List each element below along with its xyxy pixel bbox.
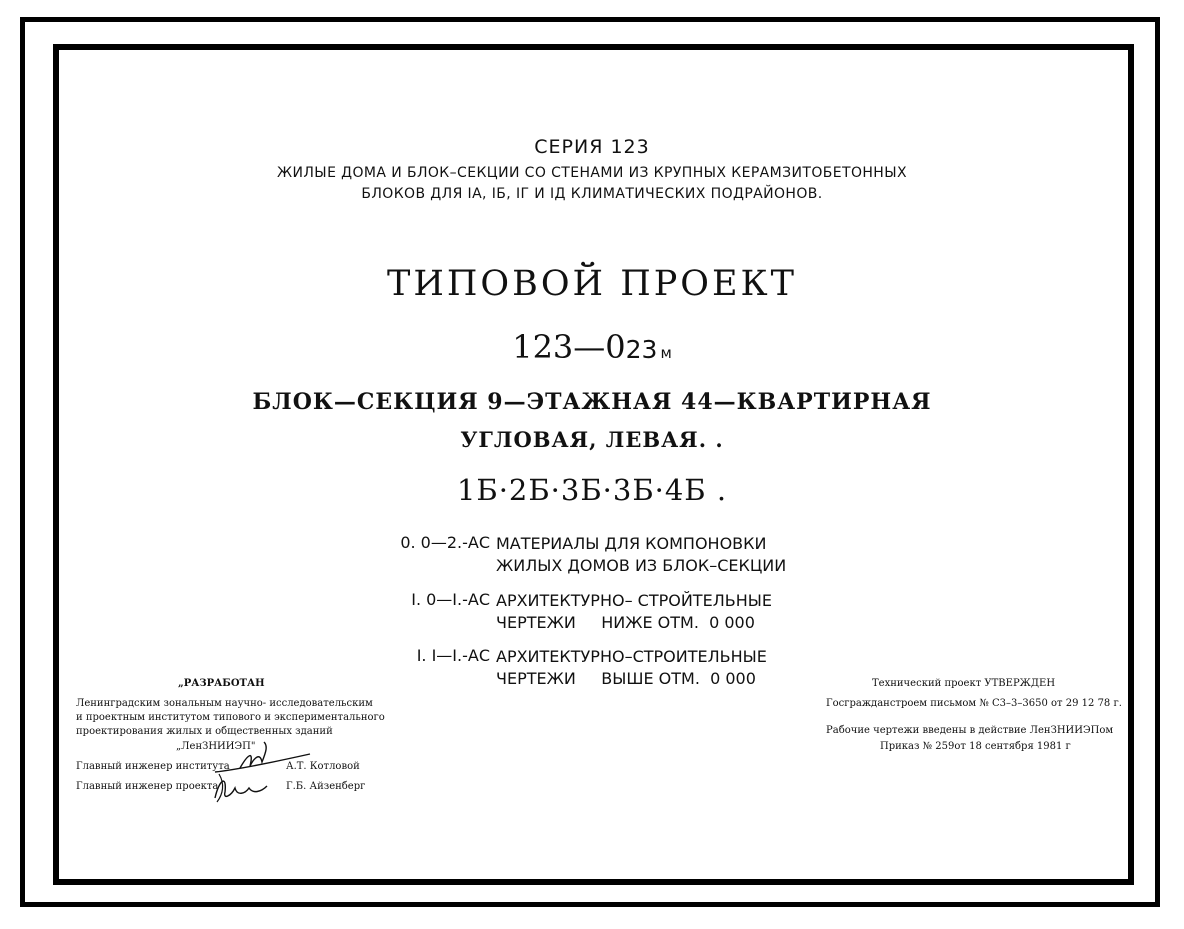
- series-description-line: ЖИЛЫЕ ДОМА И БЛОК–СЕКЦИИ СО СТЕНАМИ ИЗ КРУПНЫХ КЕРАМЗИТОБЕТОННЫХ: [277, 165, 907, 181]
- project-engineer-signature: [205, 770, 275, 804]
- developer-line: проектирования жилых и общественных зданий: [76, 726, 333, 737]
- volume-code: I. 0—I.-АС: [411, 590, 490, 609]
- series-description-line: БЛОКОВ ДЛЯ IА, IБ, IГ И IД КЛИМАТИЧЕСКИХ ПОДРАЙОНОВ.: [361, 186, 823, 202]
- volume-description: [496, 590, 772, 634]
- developer-organization: [76, 697, 385, 739]
- volume-item: [280, 533, 490, 577]
- developer-line: и проектным институтом типового и экспериментального: [76, 712, 385, 723]
- project-engineer-name: Г.Б. Айзенберг: [286, 781, 366, 792]
- section-types: 1Б·2Б·3Б·3Б·4Б .: [456, 473, 728, 507]
- approval-line: Госгражданстроем письмом № С3–3–3650 от 29 12 78 г.: [826, 698, 1122, 709]
- institute-name: „ЛенЗНИИЭП": [176, 741, 256, 752]
- volume-item: [280, 590, 490, 634]
- block-section-subtitle: УГЛОВАЯ, ЛЕВАЯ. .: [460, 427, 724, 452]
- series-title: СЕРИЯ 123: [534, 136, 650, 158]
- volume-description: [496, 646, 767, 690]
- volume-description-line: ЧЕРТЕЖИ ВЫШЕ ОТМ. 0 000: [496, 669, 756, 688]
- developer-line: Ленинградским зональным научно- исследовательским: [76, 698, 373, 709]
- developer-heading: „РАЗРАБОТАН: [178, 678, 265, 689]
- approval-line: Рабочие чертежи введены в действие ЛенЗНИИЭПом: [826, 725, 1114, 736]
- project-number-suffix: 23: [625, 335, 658, 364]
- volume-description-line: ЧЕРТЕЖИ НИЖЕ ОТМ. 0 000: [496, 613, 755, 632]
- project-number-suffix-letter: м: [660, 344, 672, 362]
- chief-engineer-role: Главный инженер института: [76, 761, 230, 772]
- volume-description: [496, 533, 786, 577]
- approval-line: Технический проект УТВЕРЖДЕН: [872, 678, 1056, 689]
- volume-item: [280, 646, 490, 690]
- volume-code: 0. 0—2.-АС: [400, 533, 490, 552]
- project-number: [0, 328, 1184, 366]
- project-number-main: 123—0: [512, 328, 626, 366]
- series-description: [0, 163, 1184, 205]
- project-title: ТИПОВОЙ ПРОЕКТ: [387, 264, 797, 304]
- volume-description-line: АРХИТЕКТУРНО–СТРОИТЕЛЬНЫЕ: [496, 647, 767, 666]
- chief-engineer-name: А.Т. Котловой: [286, 761, 360, 772]
- volume-description-line: ЖИЛЫХ ДОМОВ ИЗ БЛОК–СЕКЦИИ: [496, 556, 787, 575]
- volume-description-line: МАТЕРИАЛЫ ДЛЯ КОМПОНОВКИ: [496, 534, 767, 553]
- block-section-title: БЛОК—СЕКЦИЯ 9—ЭТАЖНАЯ 44—КВАРТИРНАЯ: [252, 389, 932, 415]
- project-engineer-role: Главный инженер проекта: [76, 781, 219, 792]
- volume-code: I. I—I.-АС: [416, 646, 490, 665]
- volume-description-line: АРХИТЕКТУРНО– СТРОЙТЕЛЬНЫЕ: [496, 591, 772, 610]
- approval-order: Приказ № 259от 18 сентября 1981 г: [880, 741, 1071, 752]
